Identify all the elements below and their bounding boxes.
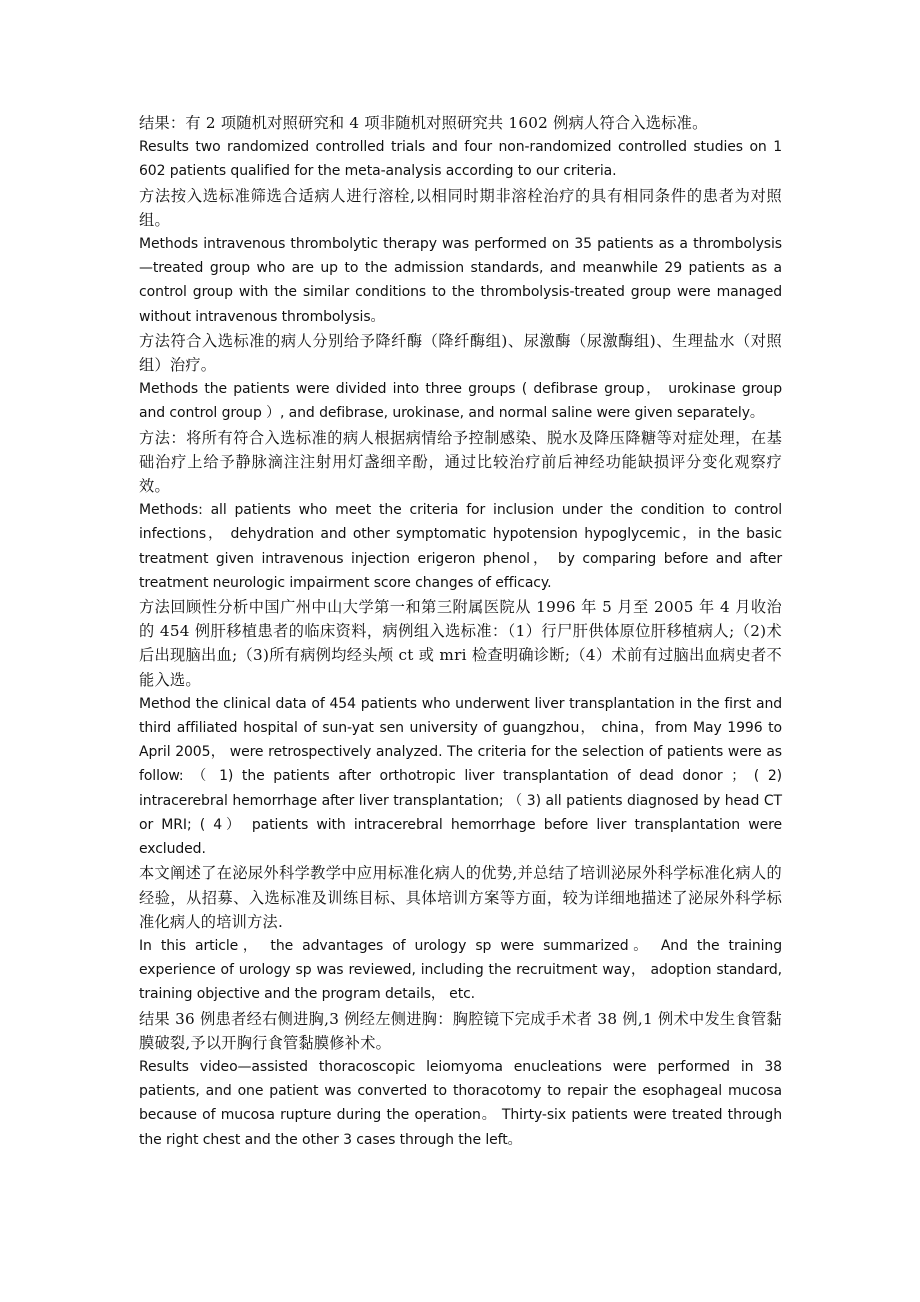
paragraph-en-3: Methods the patients were divided into three groups ( defibrase group， urokinase group and control group ）, and defibrase, urokinase, and normal saline were given separately。	[139, 381, 782, 422]
paragraph-zh-2: 方法按入选标准筛选合适病人进行溶栓,以相同时期非溶栓治疗的具有相同条件的患者为对照组。	[139, 186, 782, 229]
paragraph-en-2: Methods intravenous thrombolytic therapy was performed on 35 patients as a thrombolysis—treated group who are up to the admission standards, and meanwhile 29 patients as a control group with the similar conditions to the thrombolysis-treated group were managed without intravenous thrombolysis。	[139, 236, 782, 325]
paragraph-zh-7: 结果 36 例患者经右侧进胸,3 例经左侧进胸：胸腔镜下完成手术者 38 例,1 例术中发生食管黏膜破裂,予以开胸行食管黏膜修补术。	[139, 1009, 782, 1052]
paragraph-en-5: Method the clinical data of 454 patients who underwent liver transplantation in the first and third affiliated hospital of sun-yat sen university of guangzhou， china，from May 1996 to April 2005， were retrospectively analyzed. The criteria for the selection of patients were as follow: （ 1) the patients after orthotropic liver transplantation of dead donor ； ( 2) intracerebral hemorrhage after liver transplantation; （ 3) all patients diagnosed by head CT or MRI; ( 4） patients with intracerebral hemorrhage before liver transplantation were excluded.	[139, 695, 782, 858]
paragraph-en-1: Results two randomized controlled trials and four non-randomized controlled studies on 1 602 patients qualified for the meta-analysis according to our criteria.	[139, 139, 782, 180]
paragraph-en-6: In this article， the advantages of urology sp were summarized。 And the training experience of urology sp was reviewed, including the recruitment way， adoption standard, training objective and the program details， etc.	[139, 937, 782, 1003]
paragraph-zh-5: 方法回顾性分析中国广州中山大学第一和第三附属医院从 1996 年 5 月至 2005 年 4 月收治的 454 例肝移植患者的临床资料，病例组入选标准：（1）行尸肝供体原位肝移植病人;（2)术后出现脑出血;（3)所有病例均经头颅 ct 或 mri 检查明确诊断;（4）术前有过脑出血病史者不能入选。	[139, 598, 782, 689]
paragraph-zh-4: 方法：将所有符合入选标准的病人根据病情给予控制感染、脱水及降压降糖等对症处理，在基础治疗上给予静脉滴注注射用灯盏细辛酚，通过比较治疗前后神经功能缺损评分变化观察疗效。	[139, 428, 782, 496]
paragraph-zh-1: 结果：有 2 项随机对照研究和 4 项非随机对照研究共 1602 例病人符合入选标准。	[139, 114, 708, 132]
paragraph-zh-3: 方法符合入选标准的病人分别给予降纤酶（降纤酶组)、尿激酶（尿激酶组)、生理盐水（对照组）治疗。	[139, 331, 782, 375]
paragraph-en-4: Methods: all patients who meet the criteria for inclusion under the condition to control infections， dehydration and other symptomatic hypotension hypoglycemic，in the basic treatment given intravenous injection erigeron phenol， by comparing before and after treatment neurologic impairment score changes of efficacy.	[139, 502, 782, 591]
document-body	[139, 111, 782, 1152]
paragraph-zh-6: 本文阐述了在泌尿外科学教学中应用标准化病人的优势,并总结了培训泌尿外科学标准化病人的经验，从招募、入选标准及训练目标、具体培训方案等方面，较为详细地描述了泌尿外科学标准化病人的培训方法.	[139, 864, 782, 931]
paragraph-en-7: Results video—assisted thoracoscopic leiomyoma enucleations were performed in 38 patients, and one patient was converted to thoracotomy to repair the esophageal mucosa because of mucosa rupture during the operation。 Thirty-six patients were treated through the right chest and the other 3 cases through the left。	[139, 1058, 782, 1148]
